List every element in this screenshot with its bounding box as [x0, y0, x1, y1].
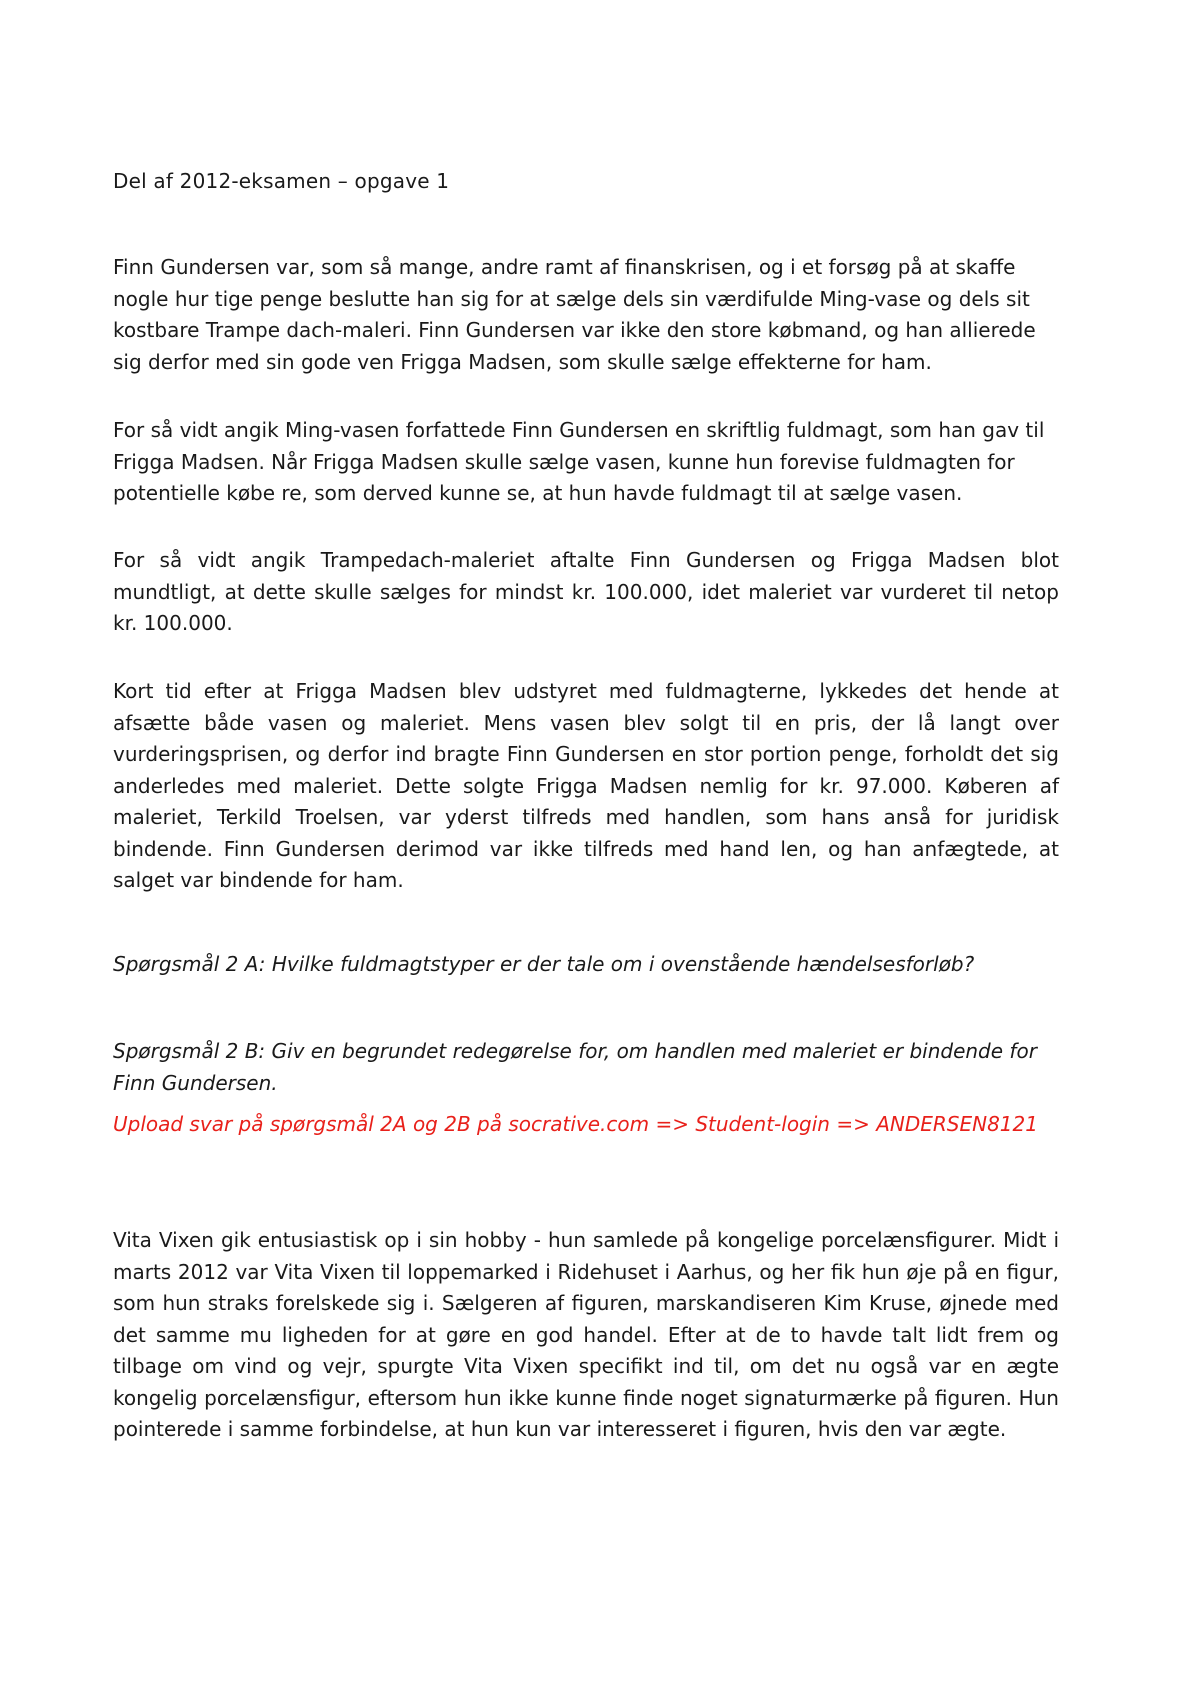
paragraph-vita-vixen: Vita Vixen gik entusiastisk op i sin hobby - hun samlede på kongelige porcelænsfigurer. Midt i marts 2012 var Vita Vixen til loppemarked i Ridehuset i Aarhus, og her fik hun øje på en figur, som hun straks forelskede sig i. Sælgeren af figuren, marskandiseren Kim Kruse, øjnede med det samme mu ligheden for at gøre en god handel. Efter at de to havde talt lidt frem og tilbage om vind og vejr, spurgte Vita Vixen specifikt ind til, om det nu også var en ægte kongelig porcelænsfigur, eftersom hun ikke kunne finde noget signaturmærke på figuren. Hun pointerede i samme forbindelse, at hun kun var interesseret i figuren, hvis den var ægte.	[113, 1228, 1059, 1441]
paragraph-trampedach-painting: For så vidt angik Trampedach-maleriet aftalte Finn Gundersen og Frigga Madsen blot mundtligt, at dette skulle sælges for mindst kr. 100.000, idet maleriet var vurderet til netop kr. 100.000.	[113, 548, 1059, 635]
upload-instruction: Upload svar på spørgsmål 2A og 2B på socrative.com => Student-login => ANDERSEN8121	[113, 1112, 1038, 1136]
paragraph-finn-gundersen-intro: Finn Gundersen var, som så mange, andre ramt af finanskrisen, og i et forsøg på at skaffe nogle hur tige penge beslutte han sig for at sælge dels sin værdifulde Ming-vase og dels sit kostbare Trampe dach-maleri. Finn Gundersen var ikke den store købmand, og han allierede sig derfor med sin gode ven Frigga Madsen, som skulle sælge effekterne for ham.	[113, 255, 1036, 374]
question-2a: Spørgsmål 2 A: Hvilke fuldmagtstyper er der tale om i ovenstående hændelsesforløb?	[113, 952, 975, 976]
paragraph-ming-vase: For så vidt angik Ming-vasen forfattede Finn Gundersen en skriftlig fuldmagt, som han gav til Frigga Madsen. Når Frigga Madsen skulle sælge vasen, kunne hun forevise fuldmagten for potentielle købe re, som derved kunne se, at hun havde fuldmagt til at sælge vasen.	[113, 418, 1045, 505]
question-2b: Spørgsmål 2 B: Giv en begrundet redegørelse for, om handlen med maleriet er bindende for Finn Gundersen.	[113, 1039, 1037, 1095]
document-title: Del af 2012-eksamen – opgave 1	[113, 169, 450, 193]
paragraph-sale-outcome: Kort tid efter at Frigga Madsen blev udstyret med fuldmagterne, lykkedes det hende at afsætte både vasen og maleriet. Mens vasen blev solgt til en pris, der lå langt over vurderingsprisen, og derfor ind bragte Finn Gundersen en stor portion penge, forholdt det sig anderledes med maleriet. Dette solgte Frigga Madsen nemlig for kr. 97.000. Køberen af maleriet, Terkild Troelsen, var yderst tilfreds med handlen, som hans anså for juridisk bindende. Finn Gundersen derimod var ikke tilfreds med hand len, og han anfægtede, at salget var bindende for ham.	[113, 679, 1059, 892]
